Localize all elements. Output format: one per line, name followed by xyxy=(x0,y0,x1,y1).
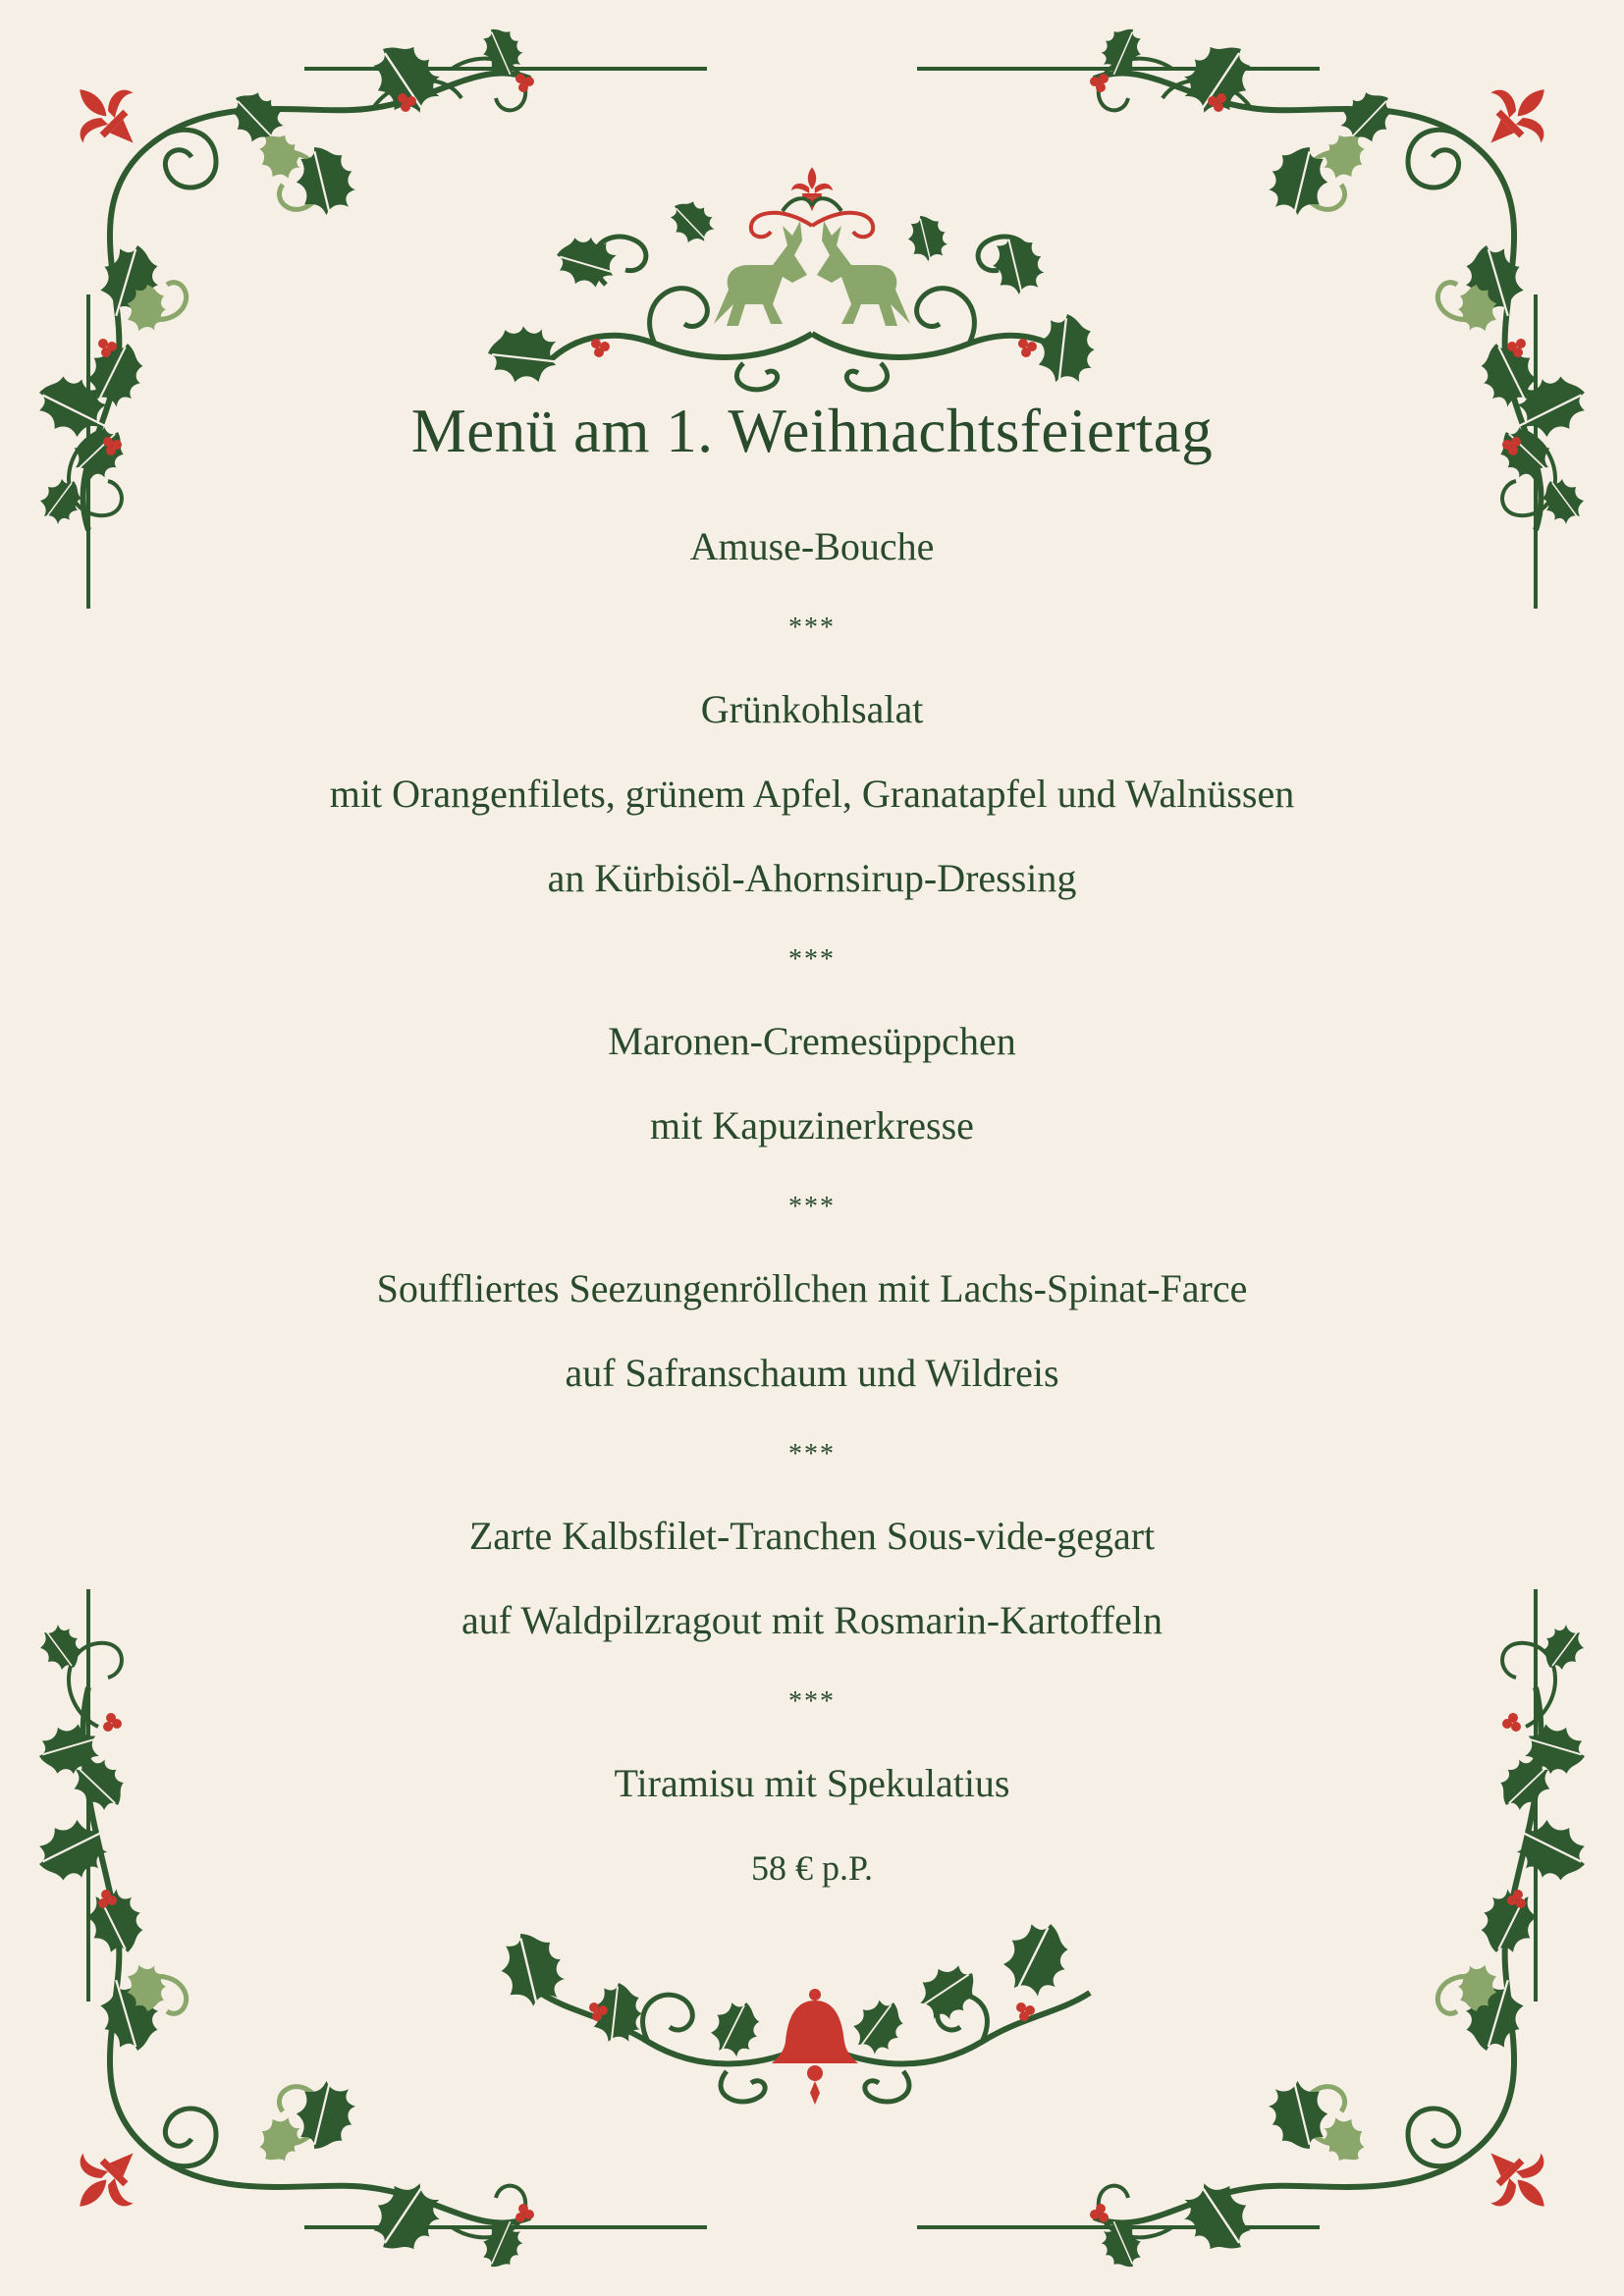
separator: *** xyxy=(788,613,836,644)
menu-title: Menü am 1. Weihnachtsfeiertag xyxy=(410,397,1214,465)
course-4-detail: auf Waldpilzragout mit Rosmarin-Kartoffeln xyxy=(460,1598,1163,1643)
course-3-detail: auf Safranschaum und Wildreis xyxy=(565,1351,1059,1396)
separator: *** xyxy=(788,1192,836,1223)
dessert: Tiramisu mit Spekulatius xyxy=(614,1761,1010,1806)
separator: *** xyxy=(788,1439,836,1470)
top-vignette-deer xyxy=(488,167,1136,402)
course-4-title: Zarte Kalbsfilet-Tranchen Sous-vide-gegart xyxy=(468,1514,1156,1559)
menu-content xyxy=(196,398,1428,1910)
separator: *** xyxy=(788,1686,836,1718)
course-3-title: Souffliertes Seezungenröllchen mit Lachs-Spinat-Farce xyxy=(376,1266,1248,1311)
course-1-dressing: an Kürbisöl-Ahornsirup-Dressing xyxy=(547,856,1077,901)
course-2-title: Maronen-Cremesüppchen xyxy=(608,1019,1016,1064)
course-2-detail: mit Kapuzinerkresse xyxy=(650,1103,974,1148)
separator: *** xyxy=(788,944,836,976)
bottom-vignette-bell xyxy=(501,1914,1129,2110)
bell-icon xyxy=(772,1989,858,2105)
price: 58 € p.P. xyxy=(750,1848,874,1889)
amuse-bouche: Amuse-Bouche xyxy=(689,524,935,569)
course-1-detail: mit Orangenfilets, grünem Apfel, Granatapfel und Walnüssen xyxy=(329,772,1295,817)
course-1-title: Grünkohlsalat xyxy=(700,687,924,732)
